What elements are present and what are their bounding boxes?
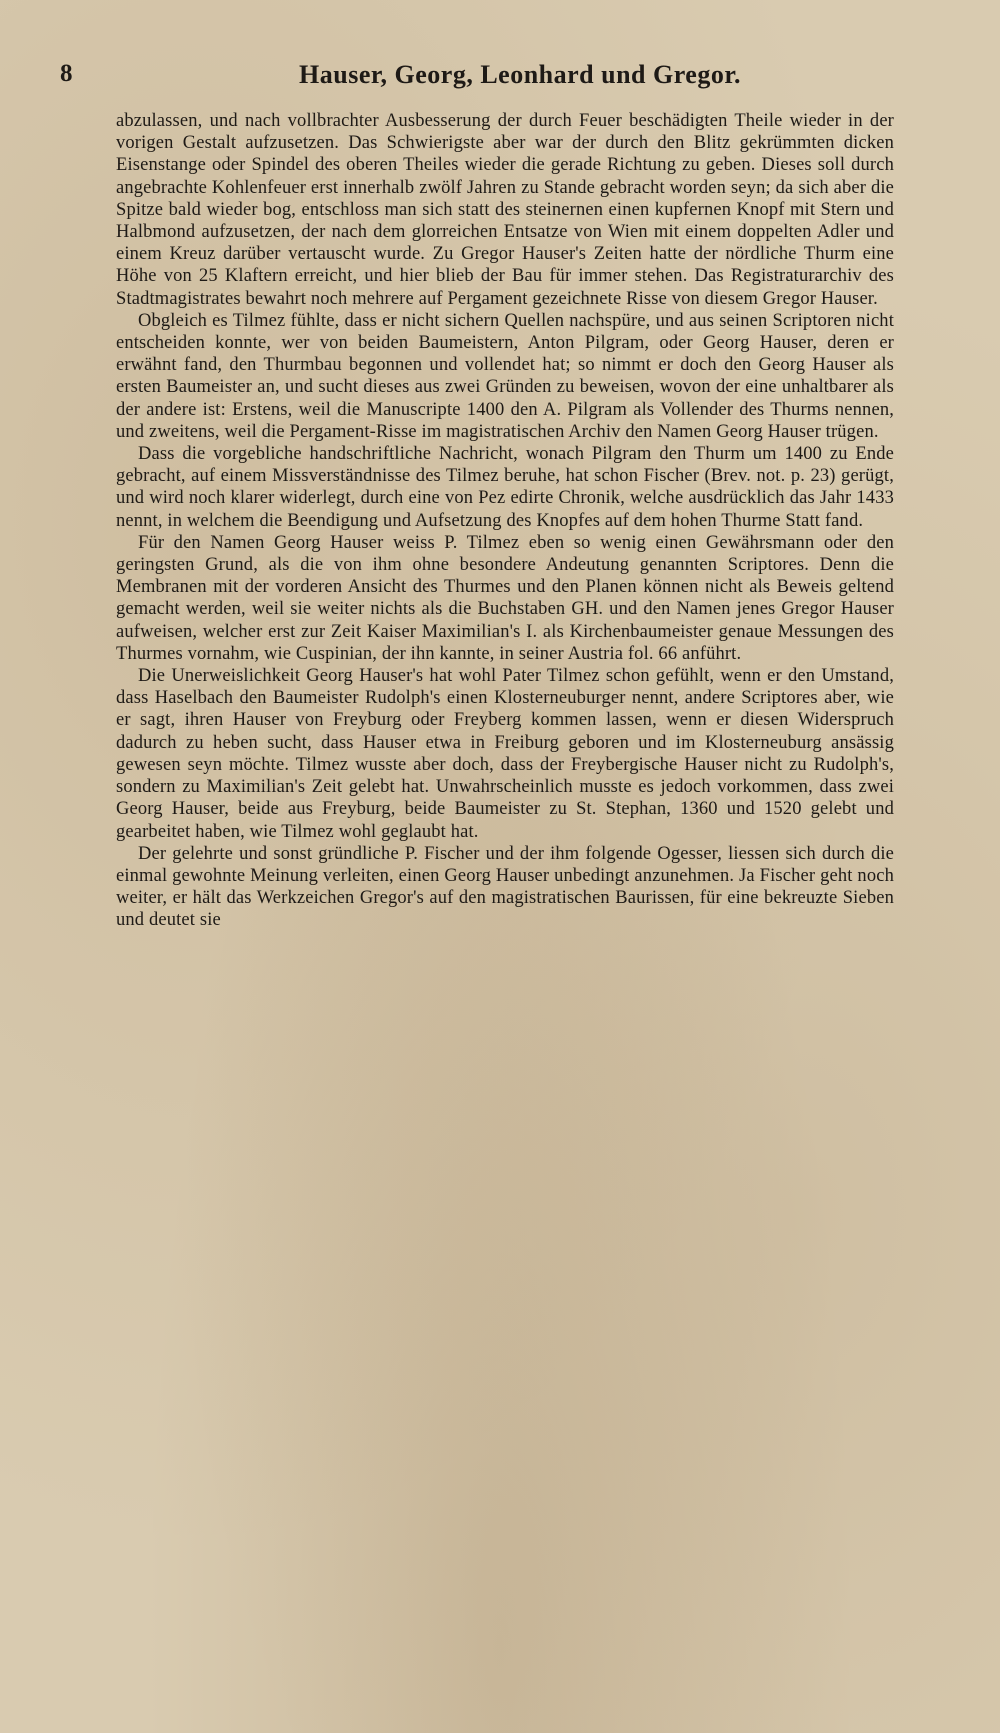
page-header (60, 60, 940, 100)
page-number: 8 (60, 60, 73, 87)
paragraph-5: Die Unerweislichkeit Georg Hauser's hat wohl Pater Tilmez schon gefühlt, wenn er den Umstand, dass Haselbach den Baumeister Rudolph's einen Klosterneuburger nennt, andere Scriptores aber, wie er sagt, ihren Hauser von Freyburg oder Freyberg kommen lassen, wenn er diesen Widerspruch dadurch zu heben sucht, dass Hauser etwa in Freiburg geboren und im Klosterneuburg ansässig gewesen seyn möchte. Tilmez wusste aber doch, dass der Freybergische Hauser nicht zu Rudolph's, sondern zu Maximilian's Zeit gelebt hat. Unwahrscheinlich musste es jedoch vorkommen, dass zwei Georg Hauser, beide aus Freyburg, beide Baumeister zu St. Stephan, 1360 und 1520 gelebt und gearbeitet haben, wie Tilmez wohl geglaubt hat. (116, 666, 894, 842)
paragraph-4: Für den Namen Georg Hauser weiss P. Tilmez eben so wenig einen Gewährsmann oder den geringsten Grund, als die von ihm ohne besondere Andeutung genannten Scriptores. Denn die Membranen mit der vorderen Ansicht des Thurmes und den Planen können nicht als Beweis geltend gemacht werden, weil sie weiter nichts als die Buchstaben GH. und den Namen jenes Gregor Hauser aufweisen, welcher erst zur Zeit Kaiser Maximilian's I. als Kirchenbaumeister genaue Messungen des Thurmes vornahm, wie Cuspinian, der ihn kannte, in seiner Austria fol. 66 anführt. (116, 532, 894, 664)
paragraph-3: Dass die vorgebliche handschriftliche Nachricht, wonach Pilgram den Thurm um 1400 zu Ende gebracht, auf einem Missverständnisse des Tilmez beruhe, hat schon Fischer (Brev. not. p. 23) gerügt, und wird noch klarer widerlegt, durch eine von Pez edirte Chronik, welche ausdrücklich das Jahr 1433 nennt, in welchem die Beendigung und Aufsetzung des Knopfes auf dem hohen Thurme Statt fand. (116, 444, 894, 531)
running-head: Hauser, Georg, Leonhard und Gregor. (299, 60, 741, 89)
paragraph-6: Der gelehrte und sonst gründliche P. Fischer und der ihm folgende Ogesser, liessen sich durch die einmal gewohnte Meinung verleiten, einen Georg Hauser unbedingt anzunehmen. Ja Fischer geht noch weiter, er hält das Werkzeichen Gregor's auf den magistratischen Baurissen, für eine bekreuzte Sieben und deutet sie (116, 843, 894, 931)
paragraph-2: Obgleich es Tilmez fühlte, dass er nicht sichern Quellen nachspüre, und aus seinen Scriptoren nicht entscheiden konnte, wer von beiden Baumeistern, Anton Pilgram, oder Georg Hauser, deren er erwähnt fand, den Thurmbau begonnen und vollendet hat; so nimmt er doch den Georg Hauser als ersten Baumeister an, und sucht dieses aus zwei Gründen zu beweisen, wovon der eine unhaltbarer als der andere ist: Erstens, weil die Manuscripte 1400 den A. Pilgram als Vollender des Thurms nennen, und zweitens, weil die Pergament-Risse im magistratischen Archiv den Namen Georg Hauser trügen. (116, 310, 894, 442)
body-text (116, 110, 894, 932)
paragraph-1: abzulassen, und nach vollbrachter Ausbesserung der durch Feuer beschädigten Theile wieder in der vorigen Gestalt aufzusetzen. Das Schwierigste aber war der durch den Blitz gekrümmten dicken Eisenstange oder Spindel des oberen Theiles wieder die gerade Richtung zu geben. Dieses soll durch angebrachte Kohlenfeuer erst innerhalb zwölf Jahren zu Stande gebracht worden seyn; da sich aber die Spitze bald wieder bog, entschloss man sich statt des steinernen einen kupfernen Knopf mit Stern und Halbmond aufzusetzen, der nach dem glorreichen Entsatze von Wien mit einem doppelten Adler und einem Kreuz darüber vertauscht wurde. Zu Gregor Hauser's Zeiten hatte der nördliche Thurm eine Höhe von 25 Klaftern erreicht, und hier blieb der Bau für immer stehen. Das Registraturarchiv des Stadtmagistrates bewahrt noch mehrere auf Pergament gezeichnete Risse von diesem Gregor Hauser. (116, 111, 894, 309)
